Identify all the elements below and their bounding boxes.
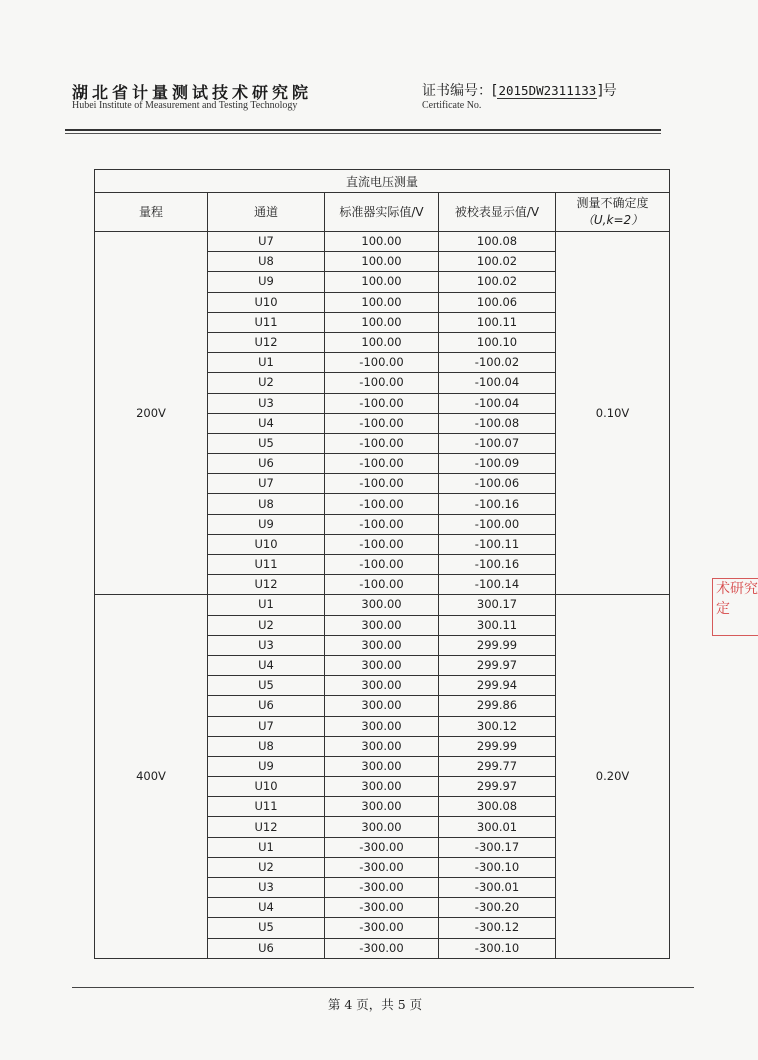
standard-cell: -100.00 bbox=[325, 433, 439, 453]
standard-cell: -300.00 bbox=[325, 898, 439, 918]
channel-cell: U12 bbox=[208, 332, 325, 352]
standard-cell: -100.00 bbox=[325, 555, 439, 575]
displayed-cell: -300.12 bbox=[439, 918, 556, 938]
standard-cell: -100.00 bbox=[325, 575, 439, 595]
channel-cell: U11 bbox=[208, 797, 325, 817]
stamp-line2: 定 bbox=[716, 601, 730, 617]
channel-cell: U1 bbox=[208, 353, 325, 373]
standard-cell: 300.00 bbox=[325, 615, 439, 635]
displayed-cell: -100.04 bbox=[439, 393, 556, 413]
page-number: 第 4 页，共 5 页 bbox=[327, 997, 423, 1012]
cert-number-value: 2015DW2311133 bbox=[498, 83, 597, 98]
displayed-cell: -300.17 bbox=[439, 837, 556, 857]
standard-cell: -300.00 bbox=[325, 878, 439, 898]
table-body bbox=[95, 232, 670, 959]
uncertainty-header-line1: 测量不确定度 bbox=[576, 196, 649, 210]
displayed-cell: -100.16 bbox=[439, 494, 556, 514]
red-seal-stamp bbox=[712, 578, 758, 636]
channel-cell: U12 bbox=[208, 575, 325, 595]
standard-cell: 300.00 bbox=[325, 756, 439, 776]
stamp-line1: 术研究 bbox=[716, 581, 758, 597]
displayed-cell: -300.20 bbox=[439, 898, 556, 918]
standard-cell: -300.00 bbox=[325, 857, 439, 877]
standard-cell: 100.00 bbox=[325, 252, 439, 272]
displayed-cell: -300.10 bbox=[439, 938, 556, 958]
channel-cell: U5 bbox=[208, 433, 325, 453]
channel-cell: U12 bbox=[208, 817, 325, 837]
displayed-cell: 100.02 bbox=[439, 252, 556, 272]
range-cell: 400V bbox=[95, 595, 208, 958]
channel-cell: U11 bbox=[208, 312, 325, 332]
standard-cell: 300.00 bbox=[325, 595, 439, 615]
header-rule-thick bbox=[65, 129, 661, 131]
displayed-cell: 100.02 bbox=[439, 272, 556, 292]
channel-cell: U2 bbox=[208, 857, 325, 877]
channel-cell: U6 bbox=[208, 696, 325, 716]
certificate-number: 证书编号：[2015DW2311133]号 bbox=[422, 83, 617, 99]
uncertainty-header-line2: （U,k=2） bbox=[581, 213, 644, 227]
org-name-en: Hubei Institute of Measurement and Testing Technology bbox=[72, 100, 298, 111]
displayed-cell: -100.07 bbox=[439, 433, 556, 453]
channel-cell: U7 bbox=[208, 716, 325, 736]
standard-cell: 300.00 bbox=[325, 797, 439, 817]
col-range-header: 量程 bbox=[95, 193, 208, 232]
channel-cell: U1 bbox=[208, 837, 325, 857]
channel-cell: U7 bbox=[208, 474, 325, 494]
displayed-cell: 299.97 bbox=[439, 655, 556, 675]
standard-cell: -100.00 bbox=[325, 353, 439, 373]
footer-rule bbox=[72, 987, 694, 988]
standard-cell: 100.00 bbox=[325, 332, 439, 352]
displayed-cell: 299.94 bbox=[439, 676, 556, 696]
standard-cell: 300.00 bbox=[325, 817, 439, 837]
channel-cell: U11 bbox=[208, 555, 325, 575]
displayed-cell: 300.17 bbox=[439, 595, 556, 615]
standard-cell: 100.00 bbox=[325, 272, 439, 292]
channel-cell: U10 bbox=[208, 777, 325, 797]
channel-cell: U1 bbox=[208, 595, 325, 615]
standard-cell: 300.00 bbox=[325, 635, 439, 655]
channel-cell: U2 bbox=[208, 373, 325, 393]
channel-cell: U10 bbox=[208, 292, 325, 312]
dc-voltage-table bbox=[94, 169, 670, 959]
displayed-cell: -100.06 bbox=[439, 474, 556, 494]
range-cell: 200V bbox=[95, 232, 208, 595]
displayed-cell: 299.97 bbox=[439, 777, 556, 797]
cert-suffix: 号 bbox=[602, 83, 617, 99]
channel-cell: U6 bbox=[208, 454, 325, 474]
displayed-cell: -300.01 bbox=[439, 878, 556, 898]
col-channel-header: 通道 bbox=[208, 193, 325, 232]
standard-cell: -100.00 bbox=[325, 373, 439, 393]
channel-cell: U9 bbox=[208, 272, 325, 292]
col-standard-header: 标准器实际值/V bbox=[325, 193, 439, 232]
channel-cell: U8 bbox=[208, 252, 325, 272]
table-title: 直流电压测量 bbox=[95, 170, 670, 193]
standard-cell: 100.00 bbox=[325, 232, 439, 252]
table-row bbox=[95, 595, 670, 615]
standard-cell: -100.00 bbox=[325, 474, 439, 494]
channel-cell: U8 bbox=[208, 736, 325, 756]
table-row bbox=[95, 232, 670, 252]
displayed-cell: -100.14 bbox=[439, 575, 556, 595]
displayed-cell: -300.10 bbox=[439, 857, 556, 877]
standard-cell: 100.00 bbox=[325, 312, 439, 332]
channel-cell: U8 bbox=[208, 494, 325, 514]
uncertainty-cell: 0.20V bbox=[556, 595, 670, 958]
displayed-cell: 300.08 bbox=[439, 797, 556, 817]
org-name-cn: 湖北省计量测试技术研究院 bbox=[72, 83, 313, 102]
displayed-cell: 299.77 bbox=[439, 756, 556, 776]
displayed-cell: 299.99 bbox=[439, 635, 556, 655]
channel-cell: U3 bbox=[208, 635, 325, 655]
channel-cell: U4 bbox=[208, 898, 325, 918]
displayed-cell: 100.08 bbox=[439, 232, 556, 252]
standard-cell: 300.00 bbox=[325, 736, 439, 756]
channel-cell: U2 bbox=[208, 615, 325, 635]
displayed-cell: -100.11 bbox=[439, 534, 556, 554]
displayed-cell: -100.09 bbox=[439, 454, 556, 474]
channel-cell: U4 bbox=[208, 413, 325, 433]
displayed-cell: -100.16 bbox=[439, 555, 556, 575]
displayed-cell: 100.06 bbox=[439, 292, 556, 312]
channel-cell: U3 bbox=[208, 393, 325, 413]
standard-cell: -100.00 bbox=[325, 514, 439, 534]
cert-label-en: Certificate No. bbox=[422, 100, 482, 111]
standard-cell: -300.00 bbox=[325, 837, 439, 857]
standard-cell: -100.00 bbox=[325, 454, 439, 474]
uncertainty-cell: 0.10V bbox=[556, 232, 670, 595]
channel-cell: U10 bbox=[208, 534, 325, 554]
standard-cell: -300.00 bbox=[325, 918, 439, 938]
col-displayed-header: 被校表显示值/V bbox=[439, 193, 556, 232]
standard-cell: 300.00 bbox=[325, 696, 439, 716]
displayed-cell: 300.11 bbox=[439, 615, 556, 635]
displayed-cell: -100.04 bbox=[439, 373, 556, 393]
channel-cell: U3 bbox=[208, 878, 325, 898]
displayed-cell: 299.86 bbox=[439, 696, 556, 716]
cert-label-cn: 证书编号： bbox=[422, 83, 492, 99]
col-uncertainty-header bbox=[556, 193, 670, 232]
standard-cell: -100.00 bbox=[325, 534, 439, 554]
displayed-cell: 100.11 bbox=[439, 312, 556, 332]
displayed-cell: 300.12 bbox=[439, 716, 556, 736]
standard-cell: -100.00 bbox=[325, 494, 439, 514]
standard-cell: 100.00 bbox=[325, 292, 439, 312]
channel-cell: U9 bbox=[208, 514, 325, 534]
channel-cell: U4 bbox=[208, 655, 325, 675]
standard-cell: -100.00 bbox=[325, 413, 439, 433]
channel-cell: U6 bbox=[208, 938, 325, 958]
standard-cell: 300.00 bbox=[325, 676, 439, 696]
displayed-cell: -100.02 bbox=[439, 353, 556, 373]
standard-cell: 300.00 bbox=[325, 716, 439, 736]
channel-cell: U9 bbox=[208, 756, 325, 776]
standard-cell: 300.00 bbox=[325, 777, 439, 797]
standard-cell: -300.00 bbox=[325, 938, 439, 958]
displayed-cell: 299.99 bbox=[439, 736, 556, 756]
standard-cell: 300.00 bbox=[325, 655, 439, 675]
displayed-cell: -100.00 bbox=[439, 514, 556, 534]
displayed-cell: 100.10 bbox=[439, 332, 556, 352]
displayed-cell: -100.08 bbox=[439, 413, 556, 433]
channel-cell: U5 bbox=[208, 676, 325, 696]
channel-cell: U7 bbox=[208, 232, 325, 252]
standard-cell: -100.00 bbox=[325, 393, 439, 413]
channel-cell: U5 bbox=[208, 918, 325, 938]
displayed-cell: 300.01 bbox=[439, 817, 556, 837]
header-rule-thin bbox=[65, 133, 661, 134]
